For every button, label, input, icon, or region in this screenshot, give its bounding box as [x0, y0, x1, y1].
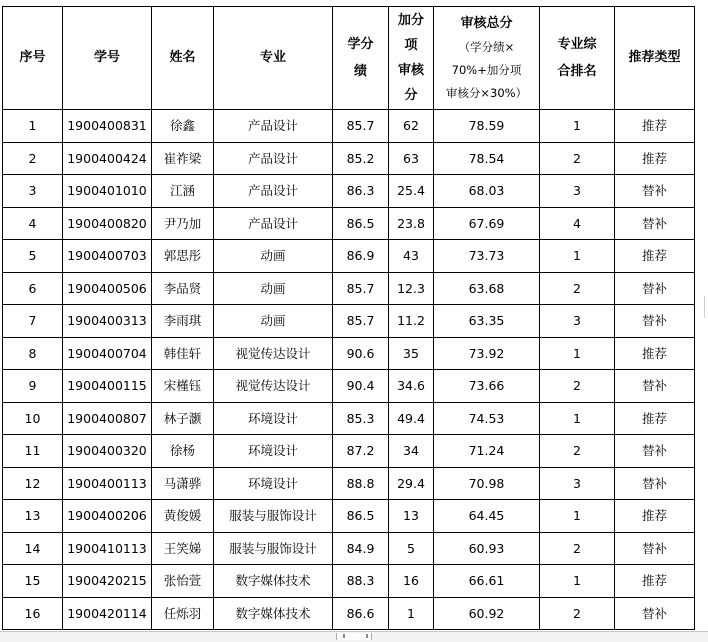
cell-major[interactable]: 环境设计: [214, 435, 333, 468]
cell-gpa[interactable]: 84.9: [333, 532, 389, 565]
cell-seq[interactable]: 10: [3, 402, 63, 435]
table-row: [3, 467, 695, 500]
cell-major[interactable]: 动画: [214, 240, 333, 273]
cell-id[interactable]: 1900400820: [63, 207, 152, 240]
cell-type[interactable]: 替补: [615, 532, 695, 565]
cell-major[interactable]: 动画: [214, 272, 333, 305]
cell-rank[interactable]: 2: [540, 532, 615, 565]
cell-bonus[interactable]: 1: [389, 597, 434, 630]
cell-rank[interactable]: 2: [540, 370, 615, 403]
cell-total[interactable]: 60.93: [434, 532, 540, 565]
tab-divider-icon: [343, 634, 345, 638]
cell-total[interactable]: 71.24: [434, 435, 540, 468]
cell-name[interactable]: 任烁羽: [152, 597, 214, 630]
cell-gpa[interactable]: 85.7: [333, 305, 389, 338]
header-major[interactable]: 专业: [214, 7, 333, 110]
cell-name[interactable]: 崔祚梁: [152, 142, 214, 175]
cell-type[interactable]: 推荐: [615, 402, 695, 435]
cell-bonus[interactable]: 29.4: [389, 467, 434, 500]
cell-total[interactable]: 60.92: [434, 597, 540, 630]
cell-major[interactable]: 环境设计: [214, 467, 333, 500]
cell-gpa[interactable]: 86.9: [333, 240, 389, 273]
cell-type[interactable]: 替补: [615, 370, 695, 403]
cell-total[interactable]: 64.45: [434, 500, 540, 533]
table-row: [3, 565, 695, 598]
cell-id[interactable]: 1900400115: [63, 370, 152, 403]
header-row: [3, 7, 695, 110]
cell-type[interactable]: 推荐: [615, 337, 695, 370]
cell-rank[interactable]: 1: [540, 565, 615, 598]
tab-divider-icon: [366, 634, 368, 638]
table-row: [3, 370, 695, 403]
table-row: [3, 207, 695, 240]
cell-name[interactable]: 徐鑫: [152, 110, 214, 143]
cell-bonus[interactable]: 13: [389, 500, 434, 533]
table-row: [3, 597, 695, 630]
cell-rank[interactable]: 3: [540, 175, 615, 208]
cell-seq[interactable]: 11: [3, 435, 63, 468]
cell-gpa[interactable]: 85.7: [333, 110, 389, 143]
cell-id[interactable]: 1900420114: [63, 597, 152, 630]
cell-gpa[interactable]: 85.7: [333, 272, 389, 305]
cell-major[interactable]: 产品设计: [214, 175, 333, 208]
cell-name[interactable]: 林子灏: [152, 402, 214, 435]
cell-gpa[interactable]: 85.3: [333, 402, 389, 435]
cell-name[interactable]: 张怡萱: [152, 565, 214, 598]
cell-id[interactable]: 1900400320: [63, 435, 152, 468]
cell-gpa[interactable]: 87.2: [333, 435, 389, 468]
cell-name[interactable]: 李品贤: [152, 272, 214, 305]
cell-seq[interactable]: 7: [3, 305, 63, 338]
cell-id[interactable]: 1900410113: [63, 532, 152, 565]
cell-id[interactable]: 1900400206: [63, 500, 152, 533]
cell-name[interactable]: 李雨琪: [152, 305, 214, 338]
cell-seq[interactable]: 2: [3, 142, 63, 175]
cell-gpa[interactable]: 86.5: [333, 500, 389, 533]
cell-seq[interactable]: 12: [3, 467, 63, 500]
cell-seq[interactable]: 16: [3, 597, 63, 630]
cell-major[interactable]: 服装与服饰设计: [214, 532, 333, 565]
cell-gpa[interactable]: 86.5: [333, 207, 389, 240]
cell-name[interactable]: 马潇骅: [152, 467, 214, 500]
cell-id[interactable]: 1900400506: [63, 272, 152, 305]
cell-gpa[interactable]: 86.6: [333, 597, 389, 630]
cell-seq[interactable]: 8: [3, 337, 63, 370]
cell-seq[interactable]: 3: [3, 175, 63, 208]
header-type[interactable]: 推荐类型: [615, 7, 695, 110]
cell-total[interactable]: 63.35: [434, 305, 540, 338]
cell-name[interactable]: 韩佳轩: [152, 337, 214, 370]
cell-major[interactable]: 环境设计: [214, 402, 333, 435]
cell-total[interactable]: 70.98: [434, 467, 540, 500]
table-row: [3, 110, 695, 143]
cell-bonus[interactable]: 25.4: [389, 175, 434, 208]
cell-seq[interactable]: 1: [3, 110, 63, 143]
cell-major[interactable]: 数字媒体技术: [214, 597, 333, 630]
cell-bonus[interactable]: 16: [389, 565, 434, 598]
cell-id[interactable]: 1900400831: [63, 110, 152, 143]
vertical-scrollbar-edge[interactable]: [704, 296, 708, 318]
cell-bonus[interactable]: 49.4: [389, 402, 434, 435]
cell-id[interactable]: 1900400704: [63, 337, 152, 370]
header-student-id[interactable]: 学号: [63, 7, 152, 110]
cell-bonus[interactable]: 34: [389, 435, 434, 468]
cell-id[interactable]: 1900400424: [63, 142, 152, 175]
cell-total[interactable]: 78.54: [434, 142, 540, 175]
cell-rank[interactable]: 1: [540, 110, 615, 143]
cell-major[interactable]: 服装与服饰设计: [214, 500, 333, 533]
cell-bonus[interactable]: 12.3: [389, 272, 434, 305]
cell-bonus[interactable]: 23.8: [389, 207, 434, 240]
cell-gpa[interactable]: 88.8: [333, 467, 389, 500]
cell-seq[interactable]: 15: [3, 565, 63, 598]
cell-total[interactable]: 63.68: [434, 272, 540, 305]
cell-total[interactable]: 73.66: [434, 370, 540, 403]
cell-rank[interactable]: 1: [540, 402, 615, 435]
header-gpa-line: 学分: [347, 37, 374, 52]
header-total-formula: 审核分×30%）: [445, 86, 528, 100]
header-bonus-line: 分: [404, 88, 418, 103]
cell-name[interactable]: 黄俊媛: [152, 500, 214, 533]
cell-gpa[interactable]: 86.3: [333, 175, 389, 208]
header-gpa[interactable]: [333, 7, 389, 110]
table-row: [3, 532, 695, 565]
cell-name[interactable]: 郭思彤: [152, 240, 214, 273]
cell-gpa[interactable]: 85.2: [333, 142, 389, 175]
cell-rank[interactable]: 3: [540, 467, 615, 500]
header-rank-line: 合排名: [557, 64, 597, 79]
header-total-formula: （学分绩×: [458, 40, 515, 54]
cell-rank[interactable]: 3: [540, 305, 615, 338]
header-total-formula: 70%+加分项: [451, 63, 522, 77]
cell-rank[interactable]: 2: [540, 435, 615, 468]
header-gpa-line: 绩: [353, 64, 367, 79]
cell-major[interactable]: 产品设计: [214, 207, 333, 240]
cell-type[interactable]: 替补: [615, 305, 695, 338]
cell-bonus[interactable]: 63: [389, 142, 434, 175]
header-total-title: 审核总分: [460, 16, 513, 31]
sheet-tab-bar: [0, 631, 708, 642]
cell-name[interactable]: 徐杨: [152, 435, 214, 468]
cell-name[interactable]: 江涵: [152, 175, 214, 208]
cell-rank[interactable]: 1: [540, 337, 615, 370]
table-row: [3, 500, 695, 533]
cell-major[interactable]: 产品设计: [214, 142, 333, 175]
cell-id[interactable]: 1900400807: [63, 402, 152, 435]
cell-bonus[interactable]: 43: [389, 240, 434, 273]
cell-type[interactable]: 推荐: [615, 142, 695, 175]
cell-type[interactable]: 替补: [615, 272, 695, 305]
cell-major[interactable]: 视觉传达设计: [214, 370, 333, 403]
cell-rank[interactable]: 2: [540, 272, 615, 305]
cell-id[interactable]: 1900400313: [63, 305, 152, 338]
cell-gpa[interactable]: 90.4: [333, 370, 389, 403]
cell-seq[interactable]: 6: [3, 272, 63, 305]
cell-gpa[interactable]: 88.3: [333, 565, 389, 598]
cell-total[interactable]: 73.73: [434, 240, 540, 273]
table-body: [3, 110, 695, 630]
cell-major[interactable]: 数字媒体技术: [214, 565, 333, 598]
cell-rank[interactable]: 1: [540, 500, 615, 533]
cell-type[interactable]: 替补: [615, 597, 695, 630]
cell-seq[interactable]: 5: [3, 240, 63, 273]
cell-total[interactable]: 67.69: [434, 207, 540, 240]
cell-name[interactable]: 尹乃加: [152, 207, 214, 240]
cell-seq[interactable]: 14: [3, 532, 63, 565]
cell-rank[interactable]: 1: [540, 240, 615, 273]
cell-seq[interactable]: 13: [3, 500, 63, 533]
cell-id[interactable]: 1900401010: [63, 175, 152, 208]
cell-bonus[interactable]: 5: [389, 532, 434, 565]
header-seq[interactable]: 序号: [3, 7, 63, 110]
cell-id[interactable]: 1900400703: [63, 240, 152, 273]
header-bonus-line: 加分: [397, 13, 424, 28]
header-bonus-line: 项: [404, 38, 418, 53]
cell-major[interactable]: 动画: [214, 305, 333, 338]
cell-name[interactable]: 宋槿钰: [152, 370, 214, 403]
cell-type[interactable]: 替补: [615, 435, 695, 468]
table-row: [3, 175, 695, 208]
cell-major[interactable]: 产品设计: [214, 110, 333, 143]
header-rank[interactable]: [540, 7, 615, 110]
cell-bonus[interactable]: 34.6: [389, 370, 434, 403]
cell-seq[interactable]: 4: [3, 207, 63, 240]
cell-major[interactable]: 视觉传达设计: [214, 337, 333, 370]
cell-rank[interactable]: 4: [540, 207, 615, 240]
header-rank-line: 专业综: [557, 37, 597, 52]
cell-total[interactable]: 78.59: [434, 110, 540, 143]
header-total[interactable]: [434, 7, 540, 110]
table-row: [3, 305, 695, 338]
cell-name[interactable]: 王笑娣: [152, 532, 214, 565]
table-row: [3, 402, 695, 435]
cell-gpa[interactable]: 90.6: [333, 337, 389, 370]
cell-id[interactable]: 1900400113: [63, 467, 152, 500]
cell-total[interactable]: 73.92: [434, 337, 540, 370]
cell-total[interactable]: 74.53: [434, 402, 540, 435]
cell-type[interactable]: 推荐: [615, 500, 695, 533]
cell-type[interactable]: 推荐: [615, 565, 695, 598]
cell-seq[interactable]: 9: [3, 370, 63, 403]
cell-type[interactable]: 替补: [615, 175, 695, 208]
table-row: [3, 272, 695, 305]
cell-type[interactable]: 推荐: [615, 240, 695, 273]
cell-type[interactable]: 推荐: [615, 110, 695, 143]
table-row: [3, 240, 695, 273]
header-bonus[interactable]: [389, 7, 434, 110]
header-name[interactable]: 姓名: [152, 7, 214, 110]
header-bonus-line: 审核: [397, 63, 424, 78]
cell-type[interactable]: 替补: [615, 467, 695, 500]
table-row: [3, 337, 695, 370]
cell-type[interactable]: 替补: [615, 207, 695, 240]
cell-total[interactable]: 68.03: [434, 175, 540, 208]
recommendation-table: [2, 6, 695, 630]
cell-rank[interactable]: 2: [540, 597, 615, 630]
cell-rank[interactable]: 2: [540, 142, 615, 175]
table-row: [3, 435, 695, 468]
cell-bonus[interactable]: 35: [389, 337, 434, 370]
cell-total[interactable]: 66.61: [434, 565, 540, 598]
cell-id[interactable]: 1900420215: [63, 565, 152, 598]
table-row: [3, 142, 695, 175]
cell-bonus[interactable]: 11.2: [389, 305, 434, 338]
cell-bonus[interactable]: 62: [389, 110, 434, 143]
